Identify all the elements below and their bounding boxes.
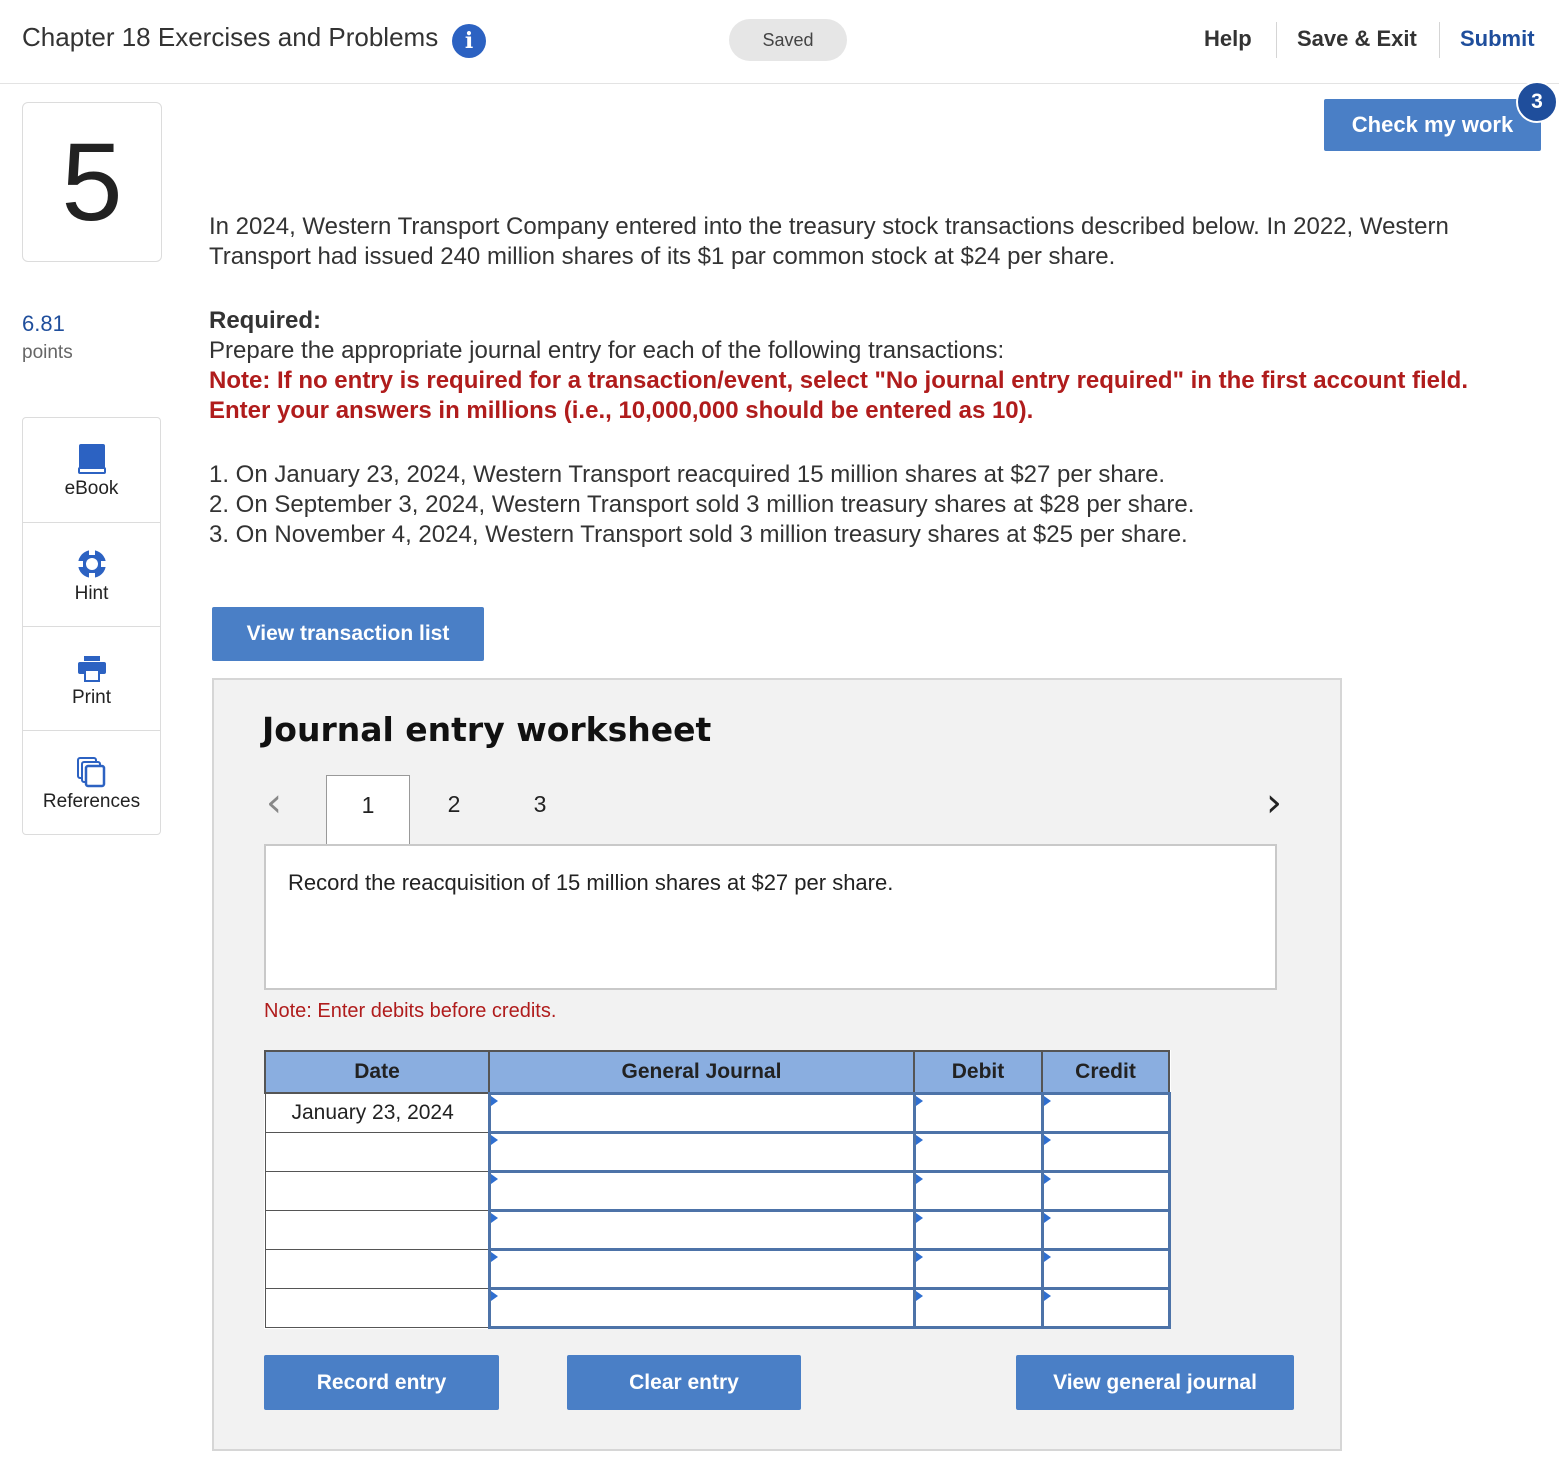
column-header-credit: Credit: [1042, 1051, 1169, 1093]
worksheet-tab-3[interactable]: 3: [533, 791, 547, 817]
view-transaction-list-button[interactable]: View transaction list: [212, 607, 484, 661]
chapter-title: Chapter 18 Exercises and Problems: [22, 22, 439, 52]
transaction-description: Record the reacquisition of 15 million shares at $27 per share.: [264, 844, 1277, 990]
transaction-list: [209, 460, 1509, 550]
debit-input[interactable]: [914, 1249, 1042, 1288]
references-button[interactable]: [23, 730, 160, 834]
points-value: 6.81: [22, 311, 65, 336]
credit-input[interactable]: [1042, 1132, 1169, 1171]
problem-note: Note: If no entry is required for a transaction/event, select "No journal entry required" in the first account field. Enter your answers in millions (i.e., 10,000,000 should be entered as 10).: [209, 367, 1468, 424]
print-button[interactable]: [23, 626, 160, 730]
credit-input[interactable]: [1042, 1093, 1169, 1132]
table-row: [265, 1249, 1169, 1288]
saved-status: Saved: [729, 19, 847, 61]
book-icon: [75, 442, 109, 476]
points-label: points: [22, 342, 73, 363]
tools-panel: [22, 417, 161, 835]
column-header-general-journal: General Journal: [489, 1051, 914, 1093]
journal-entry-worksheet: [212, 678, 1342, 1451]
copy-icon: [75, 755, 109, 789]
account-input[interactable]: [489, 1132, 914, 1171]
account-input[interactable]: [489, 1288, 914, 1327]
debit-credit-note: Note: Enter debits before credits.: [264, 1000, 557, 1022]
submit-link[interactable]: Submit: [1460, 26, 1535, 51]
transaction-item: 2. On September 3, 2024, Western Transport sold 3 million treasury shares at $28 per share.: [209, 491, 1195, 518]
table-row: [265, 1132, 1169, 1171]
transaction-item: 3. On November 4, 2024, Western Transport sold 3 million treasury shares at $25 per share.: [209, 521, 1188, 548]
ebook-label: eBook: [64, 478, 119, 499]
divider: [1276, 22, 1277, 58]
date-cell: [265, 1132, 489, 1171]
record-entry-button[interactable]: Record entry: [264, 1355, 499, 1410]
account-input[interactable]: [489, 1171, 914, 1210]
view-general-journal-button[interactable]: View general journal: [1016, 1355, 1294, 1410]
ebook-button[interactable]: [23, 418, 160, 522]
debit-input[interactable]: [914, 1171, 1042, 1210]
references-label: References: [42, 791, 141, 812]
clear-entry-button[interactable]: Clear entry: [567, 1355, 801, 1410]
hint-label: Hint: [74, 583, 109, 604]
print-label: Print: [71, 687, 112, 708]
date-cell: January 23, 2024: [265, 1093, 489, 1132]
column-header-date: Date: [265, 1051, 489, 1093]
problem-intro: In 2024, Western Transport Company entered into the treasury stock transactions described below. In 2022, Western Transport had issued 240 million shares of its $1 par common stock at $24 per share.: [209, 213, 1449, 270]
hint-button[interactable]: [23, 522, 160, 626]
required-text: Prepare the appropriate journal entry for each of the following transactions:: [209, 337, 1005, 364]
worksheet-title: Journal entry worksheet: [262, 710, 712, 749]
transaction-item: 1. On January 23, 2024, Western Transport reacquired 15 million shares at $27 per share.: [209, 461, 1166, 488]
account-input[interactable]: [489, 1249, 914, 1288]
column-header-debit: Debit: [914, 1051, 1042, 1093]
table-row: [265, 1171, 1169, 1210]
chevron-right-icon[interactable]: ›: [1266, 780, 1282, 826]
top-bar: [0, 0, 1559, 84]
credit-input[interactable]: [1042, 1249, 1169, 1288]
credit-input[interactable]: [1042, 1288, 1169, 1327]
lifebuoy-icon: [75, 547, 109, 581]
divider: [1439, 22, 1440, 58]
problem-content: [209, 212, 1509, 550]
account-input[interactable]: [489, 1210, 914, 1249]
worksheet-tab-1[interactable]: 1: [326, 775, 410, 845]
journal-table: [264, 1050, 1171, 1329]
table-row: [265, 1210, 1169, 1249]
chevron-left-icon[interactable]: ‹: [266, 780, 282, 826]
check-my-work-button[interactable]: Check my work: [1324, 99, 1541, 151]
credit-input[interactable]: [1042, 1210, 1169, 1249]
debit-input[interactable]: [914, 1210, 1042, 1249]
table-row: [265, 1288, 1169, 1327]
help-link[interactable]: Help: [1204, 26, 1252, 51]
question-number: 5: [22, 102, 162, 262]
table-row: [265, 1093, 1169, 1132]
worksheet-tab-2[interactable]: 2: [447, 791, 461, 817]
check-attempts-badge: 3: [1516, 81, 1558, 123]
date-cell: [265, 1210, 489, 1249]
debit-input[interactable]: [914, 1288, 1042, 1327]
required-heading: Required:: [209, 307, 322, 334]
save-exit-link[interactable]: Save & Exit: [1297, 26, 1417, 51]
date-cell: [265, 1288, 489, 1327]
date-cell: [265, 1171, 489, 1210]
date-cell: [265, 1249, 489, 1288]
debit-input[interactable]: [914, 1093, 1042, 1132]
credit-input[interactable]: [1042, 1171, 1169, 1210]
info-icon[interactable]: i: [452, 24, 486, 58]
debit-input[interactable]: [914, 1132, 1042, 1171]
printer-icon: [75, 651, 109, 685]
account-input[interactable]: [489, 1093, 914, 1132]
